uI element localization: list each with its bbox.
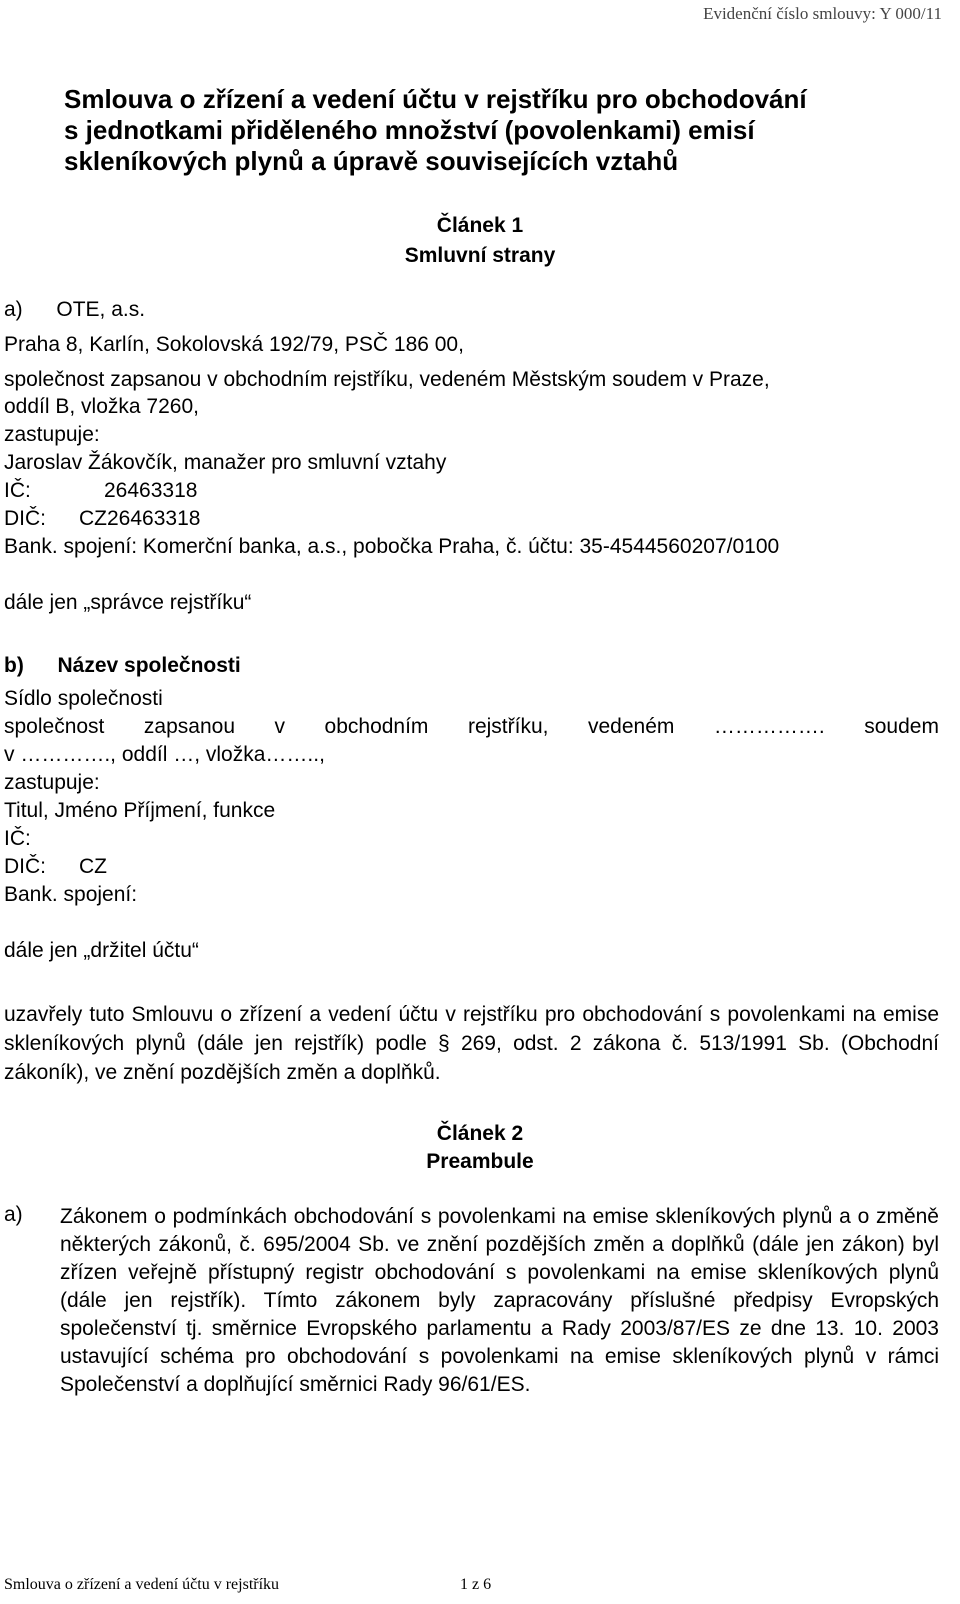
party-a-name: OTE, a.s. bbox=[56, 298, 146, 321]
party-b-registry bbox=[4, 715, 939, 739]
party-b-bank: Bank. spojení: bbox=[4, 883, 138, 906]
party-a-registry: společnost zapsanou v obchodním rejstříku, vedeném Městským soudem v Praze, bbox=[4, 368, 770, 391]
footer-title: Smlouva o zřízení a vedení účtu v rejstříku bbox=[4, 1576, 280, 1593]
dic-label: DIČ: bbox=[4, 507, 46, 530]
party-a-address: Praha 8, Karlín, Sokolovská 192/79, PSČ 186 00, bbox=[4, 333, 464, 356]
registry-word: vedeném bbox=[587, 715, 675, 738]
party-b-hereinafter: dále jen „držitel účtu“ bbox=[4, 939, 199, 962]
party-b-dic bbox=[4, 855, 107, 879]
article-2-heading: Článek 2 bbox=[436, 1122, 524, 1145]
title-line-1: Smlouva o zřízení a vedení účtu v rejstříku pro obchodování bbox=[64, 84, 807, 114]
party-a-ic bbox=[4, 479, 197, 503]
party-b-representative: Titul, Jméno Příjmení, funkce bbox=[4, 799, 276, 822]
article-1-heading: Článek 1 bbox=[436, 214, 524, 237]
dic-value: CZ bbox=[79, 855, 107, 878]
page-number: 1 z 6 bbox=[460, 1576, 492, 1593]
registry-word: v obchodním bbox=[274, 715, 429, 738]
registry-word: soudem bbox=[864, 715, 939, 738]
registry-word: zapsanou bbox=[143, 715, 235, 738]
article-1-subheading: Smluvní strany bbox=[404, 244, 556, 267]
party-a-section: oddíl B, vložka 7260, bbox=[4, 395, 199, 418]
party-a-dic bbox=[4, 507, 200, 531]
party-a-header bbox=[4, 298, 145, 322]
party-a-hereinafter: dále jen „správce rejstříku“ bbox=[4, 591, 252, 614]
preamble-item-a-label: a) bbox=[4, 1203, 23, 1226]
party-b-name: Název společnosti bbox=[57, 654, 241, 677]
registry-word: společnost bbox=[4, 715, 105, 738]
page-footer bbox=[4, 1576, 524, 1594]
document-title bbox=[64, 84, 944, 177]
title-line-2: s jednotkami přiděleného množství (povolenkami) emisí bbox=[64, 115, 755, 145]
party-b-header bbox=[4, 654, 241, 678]
ic-label: IČ: bbox=[4, 479, 31, 502]
party-b-label: b) bbox=[4, 654, 24, 677]
article-2-subheading: Preambule bbox=[426, 1150, 534, 1173]
preamble-item-a-text: Zákonem o podmínkách obchodování s povolenkami na emise skleníkových plynů a o změně některých zákonů, č. 695/2004 Sb. ve znění pozdějších změn a doplňků (dále jen zákon) byl zřízen veřejně přístupný registr obchodování s povolenkami na emise skleníkových plynů (dále jen rejstřík). Tímto zákonem byly zapracovány příslušné předpisy Evropských společenství tj. směrnice Evropského parlamentu a Rady 2003/87/ES ze dne 13. 10. 2003 ustavující schéma pro obchodování s povolenkami na emise skleníkových plynů v rámci Společenství a doplňující směrnici Rady 96/61/ES. bbox=[60, 1205, 939, 1396]
dic-value: CZ26463318 bbox=[79, 507, 201, 530]
party-b-seat: Sídlo společnosti bbox=[4, 687, 163, 710]
party-a-representative: Jaroslav Žákovčík, manažer pro smluvní vztahy bbox=[4, 451, 447, 474]
dic-label: DIČ: bbox=[4, 855, 46, 878]
ic-value: 26463318 bbox=[104, 479, 198, 502]
party-a-bank: Bank. spojení: Komerční banka, a.s., pobočka Praha, č. účtu: 35-4544560207/0100 bbox=[4, 535, 780, 558]
registry-word: ……………. bbox=[713, 715, 825, 738]
party-a-represented-label: zastupuje: bbox=[4, 423, 100, 446]
party-b-registry-line-2: v …………., oddíl …, vložka…….., bbox=[4, 743, 325, 766]
party-b-represented-label: zastupuje: bbox=[4, 771, 100, 794]
title-line-3: skleníkových plynů a úpravě souvisejících vztahů bbox=[64, 146, 679, 176]
concluded-paragraph: uzavřely tuto Smlouvu o zřízení a vedení účtu v rejstříku pro obchodování s povolenkami na emise skleníkových plynů (dále jen rejstřík) podle § 269, odst. 2 zákona č. 513/1991 Sb. (Obchodní zákoník), ve znění pozdějších změn a doplňků. bbox=[4, 1003, 939, 1084]
contract-number: Evidenční číslo smlouvy: Y 000/11 bbox=[703, 4, 942, 23]
party-b-ic-label: IČ: bbox=[4, 827, 31, 850]
registry-word: rejstříku, bbox=[467, 715, 549, 738]
party-a-label: a) bbox=[4, 298, 23, 321]
